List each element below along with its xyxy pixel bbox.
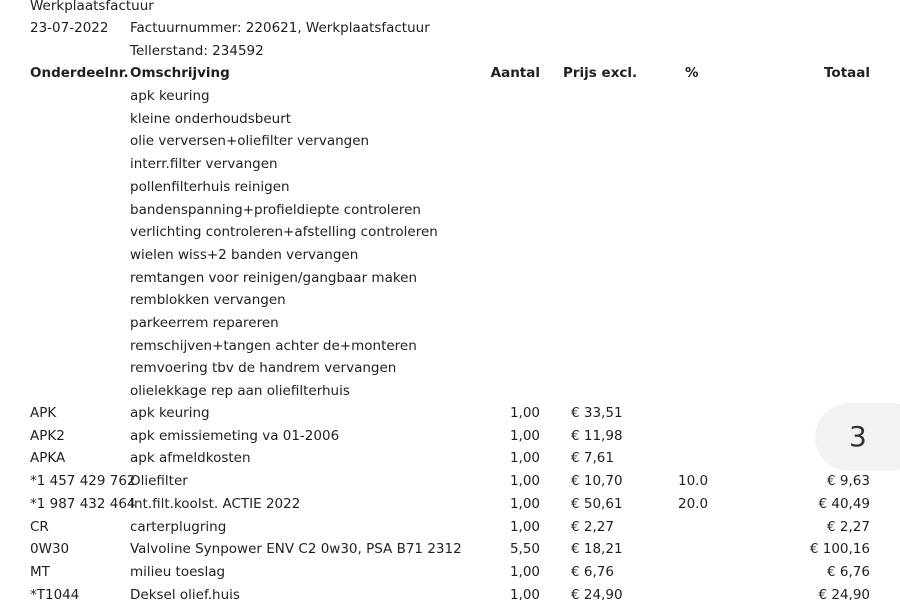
row-description: Oliefilter [130,473,188,490]
row-code: APKA [30,450,66,467]
column-header-quantity: Aantal [490,65,540,81]
row-price: € 10,70 [571,473,623,490]
work-item: interr.filter vervangen [130,156,278,173]
column-header-price: Prijs excl. [563,65,638,81]
work-item: remschijven+tangen achter de+monteren [130,337,417,354]
work-item: apk keuring [130,88,210,104]
column-header-code: Onderdeelnr. [30,65,129,81]
odometer-reading: Tellerstand: 234592 [130,43,264,59]
row-quantity: 1,00 [509,405,540,421]
work-item: parkeerrem repareren [130,315,279,331]
row-quantity: 1,00 [509,473,540,490]
row-quantity: 1,00 [509,427,540,444]
work-item: remvoering tbv de handrem vervangen [130,360,397,377]
row-description: apk keuring [130,405,210,421]
row-quantity: 1,00 [509,586,540,600]
work-item: olie verversen+oliefilter vervangen [130,133,370,150]
work-item: remblokken vervangen [130,292,286,309]
row-percent: 10.0 [678,473,709,490]
row-description: carterplugring [130,518,227,535]
work-item: olielekkage rep aan oliefilterhuis [130,383,350,400]
row-code: APK2 [30,427,65,444]
row-quantity: 5,50 [509,541,540,558]
row-code: *T1044 [30,586,80,600]
column-header-percent: % [685,65,699,81]
row-price: € 50,61 [571,495,623,512]
row-description: apk afmeldkosten [130,450,251,467]
row-quantity: 1,00 [509,450,540,467]
row-total: € 6,76 [827,563,870,580]
invoice-date: 23-07-2022 [30,20,109,36]
row-code: CR [30,518,49,535]
document-title: Werkplaatsfactuur [30,0,154,14]
row-code: *1 457 429 762 [30,473,136,490]
row-price: € 24,90 [571,586,623,600]
row-total: € 100,16 [809,541,870,558]
row-total: € 24,90 [818,586,870,600]
row-description: Deksel olief.huis [130,586,240,600]
row-percent: 20.0 [678,495,709,512]
invoice-number: Factuurnummer: 220621, Werkplaatsfactuur [130,20,430,36]
row-price: € 2,27 [571,518,614,535]
work-item: pollenfilterhuis reinigen [130,178,290,195]
row-code: 0W30 [30,541,70,558]
row-code: MT [30,563,50,580]
column-header-total: Totaal [824,65,870,81]
page-number-badge: 3 [815,403,900,471]
row-description: milieu toeslag [130,563,226,580]
row-code: *1 987 432 464 [30,495,136,512]
row-description: Valvoline Synpower ENV C2 0w30, PSA B71 2312 [130,541,462,558]
work-item: verlichting controleren+afstelling controleren [130,224,438,241]
row-price: € 33,51 [571,405,623,421]
row-quantity: 1,00 [509,518,540,535]
row-total: € 2,27 [827,518,870,535]
column-header-description: Omschrijving [130,65,230,81]
row-description: apk emissiemeting va 01-2006 [130,427,340,444]
row-total: € 9,63 [827,473,870,490]
work-item: wielen wiss+2 banden vervangen [130,246,359,263]
work-item: remtangen voor reinigen/gangbaar maken [130,269,418,286]
row-price: € 18,21 [571,541,623,558]
work-item: kleine onderhoudsbeurt [130,110,292,127]
row-price: € 7,61 [571,450,614,467]
work-item: bandenspanning+profieldiepte controleren [130,201,421,218]
row-price: € 6,76 [571,563,614,580]
row-quantity: 1,00 [509,495,540,512]
row-code: APK [30,405,57,421]
row-price: € 11,98 [571,427,623,444]
row-quantity: 1,00 [509,563,540,580]
row-description: Int.filt.koolst. ACTIE 2022 [130,495,301,512]
row-total: € 40,49 [818,495,870,512]
